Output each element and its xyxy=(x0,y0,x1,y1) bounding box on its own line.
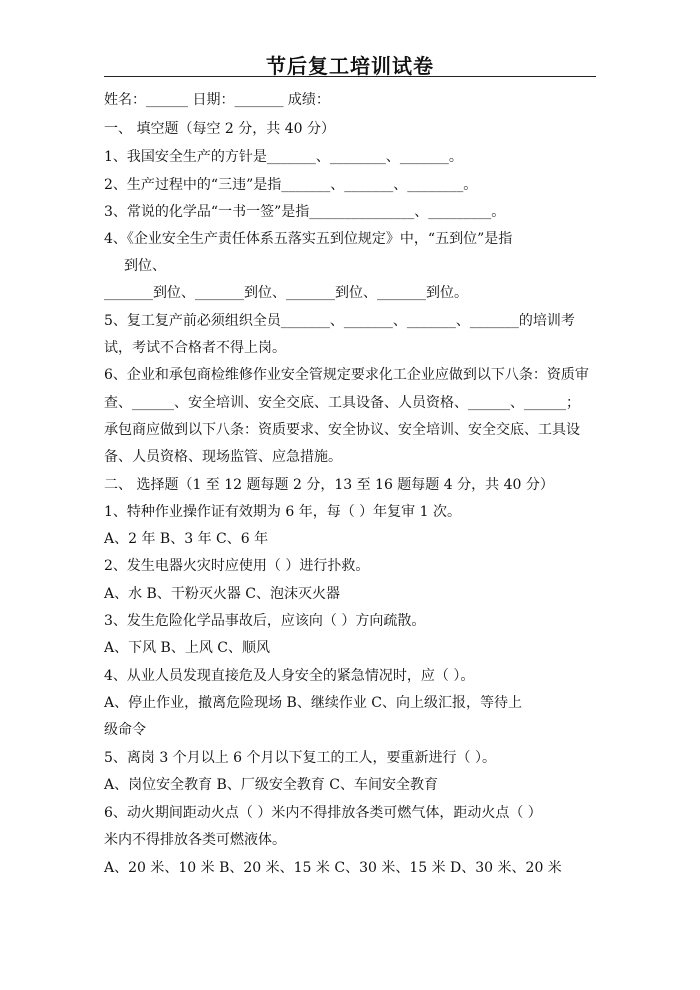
fill-question-5: 5、复工复产前必须组织全员_______、_______、_______、_______的培训考 xyxy=(104,313,575,329)
fill-question-6-cont1: 查、______、安全培训、安全交底、工具设备、人员资格、______、______； xyxy=(104,395,580,411)
choice-question-1: 1、特种作业操作证有效期为 6 年，每（ ）年复审 1 次。 xyxy=(104,504,461,520)
fill-question-5-cont: 试，考试不合格者不得上岗。 xyxy=(104,340,286,356)
student-info-line: 姓名：______ 日期：_______ 成绩： xyxy=(104,92,330,108)
choice-question-6: 6、动火期间距动火点（ ）米内不得排放各类可燃气体，距动火点（ ） xyxy=(104,805,542,821)
title-rule xyxy=(104,76,596,77)
choice-options-1: A、2 年 B、3 年 C、6 年 xyxy=(104,531,269,547)
choice-question-4: 4、从业人员发现直接危及人身安全的紧急情况时，应（ ）。 xyxy=(104,668,475,684)
choice-question-5: 5、离岗 3 个月以上 6 个月以下复工的工人，要重新进行（ ）。 xyxy=(104,750,496,766)
fill-question-3: 3、常说的化学品“一书一签”是指_______________、_________。 xyxy=(104,204,506,220)
section-2-heading: 二、 选择题（1 至 12 题每题 2 分，13 至 16 题每题 4 分，共 40 分） xyxy=(104,477,554,493)
fill-question-1: 1、我国安全生产的方针是_______、________、_______。 xyxy=(104,149,463,165)
choice-options-3: A、下风 B、上风 C、顺风 xyxy=(104,640,271,656)
fill-question-4-cont: 到位、 xyxy=(124,258,166,274)
choice-options-4: A、停止作业，撤离危险现场 B、继续作业 C、向上级汇报，等待上 xyxy=(104,695,523,711)
choice-question-2: 2、发生电器火灾时应使用（ ）进行扑救。 xyxy=(104,558,370,574)
choice-question-3: 3、发生危险化学品事故后，应该向（ ）方向疏散。 xyxy=(104,613,426,629)
fill-question-4-blanks: _______到位、_______到位、_______到位、_______到位。 xyxy=(104,285,468,301)
fill-question-6: 6、企业和承包商检维修作业安全管规定要求化工企业应做到以下八条：资质审 xyxy=(104,367,589,383)
choice-options-4-cont: 级命令 xyxy=(104,722,146,738)
section-1-heading: 一、 填空题（每空 2 分，共 40 分） xyxy=(104,121,335,137)
fill-question-6-cont3: 备、人员资格、现场监管、应急措施。 xyxy=(104,449,342,465)
fill-question-4: 4、《企业安全生产责任体系五落实五到位规定》中，“五到位”是指 xyxy=(104,231,513,247)
choice-options-5: A、岗位安全教育 B、厂级安全教育 C、车间安全教育 xyxy=(104,777,439,793)
choice-options-6: A、20 米、10 米 B、20 米、15 米 C、30 米、15 米 D、30 米、20 米 xyxy=(104,860,562,876)
fill-question-6-cont2: 承包商应做到以下八条：资质要求、安全协议、安全培训、安全交底、工具设 xyxy=(104,422,580,438)
choice-question-6-cont: 米内不得排放各类可燃液体。 xyxy=(104,832,286,848)
exam-title: 节后复工培训试卷 xyxy=(266,54,434,78)
choice-options-2: A、水 B、干粉灭火器 C、泡沫灭火器 xyxy=(104,586,341,602)
fill-question-2: 2、生产过程中的“三违”是指_______、_______、________。 xyxy=(104,177,478,193)
